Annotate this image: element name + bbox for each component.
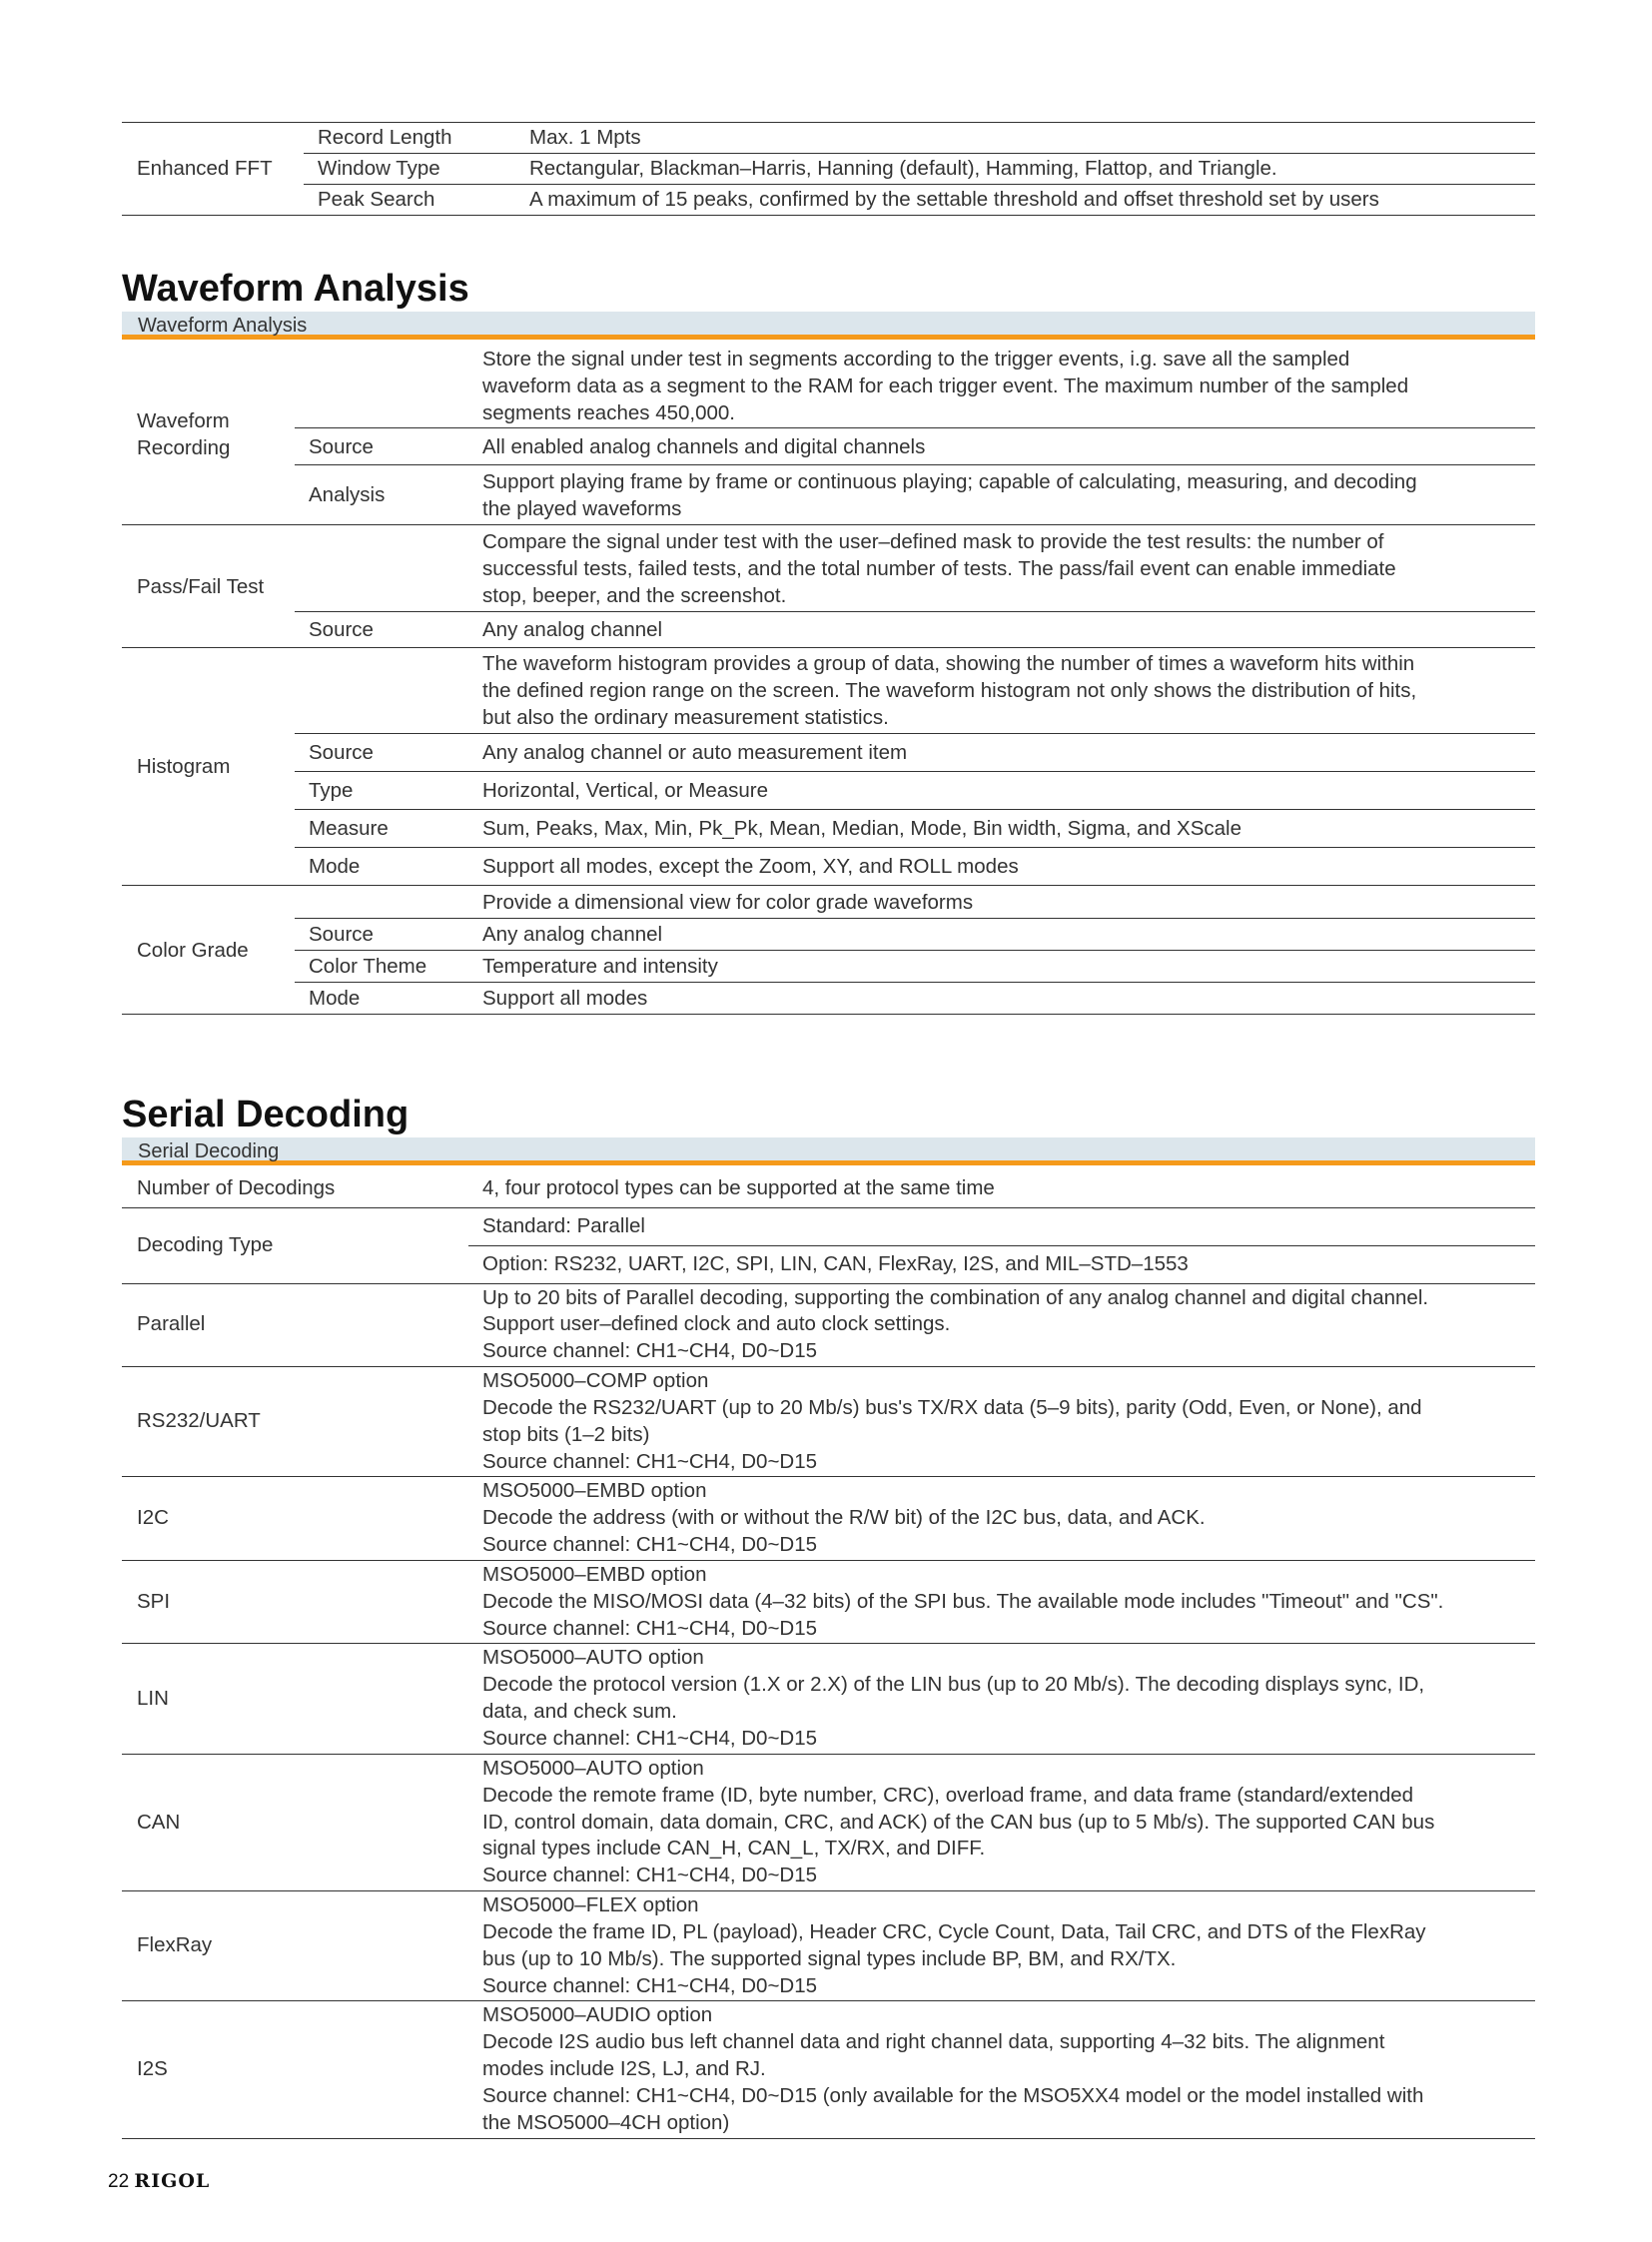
row-label: Source [295, 428, 468, 465]
protocol-desc: MSO5000–EMBD option Decode the address (with or without the R/W bit) of the I2C bus, data, and ACK. Source channel: CH1~CH4, D0~D15 [468, 1477, 1535, 1561]
row-label: Analysis [295, 465, 468, 525]
table-row [122, 1170, 1535, 1207]
section-band-waveform-analysis: Waveform Analysis [122, 312, 1535, 340]
row-value: Max. 1 Mpts [515, 123, 1535, 154]
category-label: Pass/Fail Test [122, 525, 295, 648]
row-value: Standard: Parallel [468, 1207, 1535, 1245]
table-row [122, 1367, 1535, 1477]
category-label: Color Grade [122, 886, 295, 1015]
row-label: Peak Search [304, 185, 515, 216]
enhanced-fft-table [122, 122, 1535, 216]
row-value: Rectangular, Blackman–Harris, Hanning (default), Hamming, Flattop, and Triangle. [515, 154, 1535, 185]
row-label: Source [295, 734, 468, 772]
protocol-name: I2C [122, 1477, 468, 1561]
protocol-desc: MSO5000–AUTO option Decode the remote frame (ID, byte number, CRC), overload frame, and data frame (standard/extended ID, control domain, data domain, CRC, and ACK) of the CAN bus (up to 5 Mb/s). The supported CAN bus signal types include CAN_H, CAN_L, TX/RX, and DIFF. Source channel: CH1~CH4, D0~D15 [468, 1754, 1535, 1890]
row-value: 4, four protocol types can be supported at the same time [468, 1170, 1535, 1207]
serial-decoding-table [122, 1170, 1535, 2139]
table-row [122, 154, 1535, 185]
table-row [122, 1891, 1535, 2001]
table-row [122, 465, 1535, 525]
protocol-desc: MSO5000–AUTO option Decode the protocol version (1.X or 2.X) of the LIN bus (up to 20 Mb/s). The decoding displays sync, ID, data, and check sum. Source channel: CH1~CH4, D0~D15 [468, 1644, 1535, 1754]
row-value: Temperature and intensity [468, 951, 1535, 983]
row-label: Mode [295, 848, 468, 886]
protocol-name: RS232/UART [122, 1367, 468, 1477]
protocol-desc: MSO5000–AUDIO option Decode I2S audio bus left channel data and right channel data, supporting 4–32 bits. The alignment modes include I2S, LJ, and RJ. Source channel: CH1~CH4, D0~D15 (only available for the MSO5XX4 model or the model installed with the MSO5000–4CH option) [468, 2001, 1535, 2138]
section-band-serial-decoding: Serial Decoding [122, 1137, 1535, 1165]
category-label: Enhanced FFT [122, 123, 304, 216]
row-value: Support all modes [468, 983, 1535, 1015]
protocol-name: CAN [122, 1754, 468, 1890]
row-label: Measure [295, 810, 468, 848]
table-row [122, 810, 1535, 848]
row-value: All enabled analog channels and digital channels [468, 428, 1535, 465]
table-row [122, 428, 1535, 465]
protocol-desc: MSO5000–COMP option Decode the RS232/UART (up to 20 Mb/s) bus's TX/RX data (5–9 bits), parity (Odd, Even, or None), and stop bits (1–2 bits) Source channel: CH1~CH4, D0~D15 [468, 1367, 1535, 1477]
table-row [122, 123, 1535, 154]
protocol-name: SPI [122, 1560, 468, 1644]
category-label: Histogram [122, 648, 295, 886]
row-label: Source [295, 612, 468, 648]
table-row [122, 734, 1535, 772]
protocol-name: LIN [122, 1644, 468, 1754]
waveform-analysis-table [122, 345, 1535, 1015]
page-footer [108, 2170, 210, 2193]
row-value: Any analog channel or auto measurement item [468, 734, 1535, 772]
row-value: Any analog channel [468, 919, 1535, 951]
table-row [122, 772, 1535, 810]
table-row [122, 1644, 1535, 1754]
protocol-desc: MSO5000–EMBD option Decode the MISO/MOSI data (4–32 bits) of the SPI bus. The available mode includes "Timeout" and "CS". Source channel: CH1~CH4, D0~D15 [468, 1560, 1535, 1644]
table-row [122, 648, 1535, 734]
row-label: Decoding Type [122, 1207, 468, 1283]
row-label: Mode [295, 983, 468, 1015]
row-label: Record Length [304, 123, 515, 154]
category-label: Waveform Recording [122, 345, 295, 525]
section-title-serial-decoding: Serial Decoding [122, 1094, 410, 1135]
table-row [122, 345, 1535, 428]
table-row [122, 2001, 1535, 2138]
table-row [122, 1207, 1535, 1245]
row-value: Support all modes, except the Zoom, XY, and ROLL modes [468, 848, 1535, 886]
table-row [122, 983, 1535, 1015]
row-value: Option: RS232, UART, I2C, SPI, LIN, CAN, FlexRay, I2S, and MIL–STD–1553 [468, 1245, 1535, 1283]
brand-logo-text: RIGOL [134, 2170, 211, 2192]
row-value: Provide a dimensional view for color grade waveforms [468, 886, 1535, 919]
row-label: Number of Decodings [122, 1170, 468, 1207]
protocol-name: I2S [122, 2001, 468, 2138]
section-title-waveform-analysis: Waveform Analysis [122, 268, 469, 310]
page-number: 22 [108, 2171, 130, 2192]
protocol-name: Parallel [122, 1283, 468, 1367]
protocol-desc: Up to 20 bits of Parallel decoding, supporting the combination of any analog channel and digital channel. Support user–defined clock and auto clock settings. Source channel: CH1~CH4, D0~D15 [468, 1283, 1535, 1367]
protocol-desc: MSO5000–FLEX option Decode the frame ID, PL (payload), Header CRC, Cycle Count, Data, Tail CRC, and DTS of the FlexRay bus (up to 10 Mb/s). The supported signal types include BP, BM, and RX/TX. Source channel: CH1~CH4, D0~D15 [468, 1891, 1535, 2001]
row-label [295, 525, 468, 612]
row-value: Sum, Peaks, Max, Min, Pk_Pk, Mean, Median, Mode, Bin width, Sigma, and XScale [468, 810, 1535, 848]
table-row [122, 612, 1535, 648]
table-row [122, 525, 1535, 612]
row-label: Source [295, 919, 468, 951]
row-value: A maximum of 15 peaks, confirmed by the settable threshold and offset threshold set by users [515, 185, 1535, 216]
row-label: Color Theme [295, 951, 468, 983]
table-row [122, 951, 1535, 983]
row-label: Type [295, 772, 468, 810]
row-value: Store the signal under test in segments according to the trigger events, i.g. save all the sampled waveform data as a segment to the RAM for each trigger event. The maximum number of the sampled segments reaches 450,000. [468, 345, 1535, 428]
table-row [122, 1754, 1535, 1890]
table-row [122, 1283, 1535, 1367]
row-label: Window Type [304, 154, 515, 185]
table-row [122, 848, 1535, 886]
protocol-name: FlexRay [122, 1891, 468, 2001]
table-row [122, 185, 1535, 216]
row-label [295, 648, 468, 734]
row-value: Any analog channel [468, 612, 1535, 648]
row-label [295, 345, 468, 428]
row-value: The waveform histogram provides a group of data, showing the number of times a waveform hits within the defined region range on the screen. The waveform histogram not only shows the distribution of hits, but also the ordinary measurement statistics. [468, 648, 1535, 734]
row-value: Compare the signal under test with the user–defined mask to provide the test results: the number of successful tests, failed tests, and the total number of tests. The pass/fail event can enable immediate stop, beeper, and the screenshot. [468, 525, 1535, 612]
table-row [122, 919, 1535, 951]
row-value: Horizontal, Vertical, or Measure [468, 772, 1535, 810]
row-value: Support playing frame by frame or continuous playing; capable of calculating, measuring, and decoding the played waveforms [468, 465, 1535, 525]
table-row [122, 1560, 1535, 1644]
table-row [122, 1477, 1535, 1561]
row-label [295, 886, 468, 919]
table-row [122, 886, 1535, 919]
